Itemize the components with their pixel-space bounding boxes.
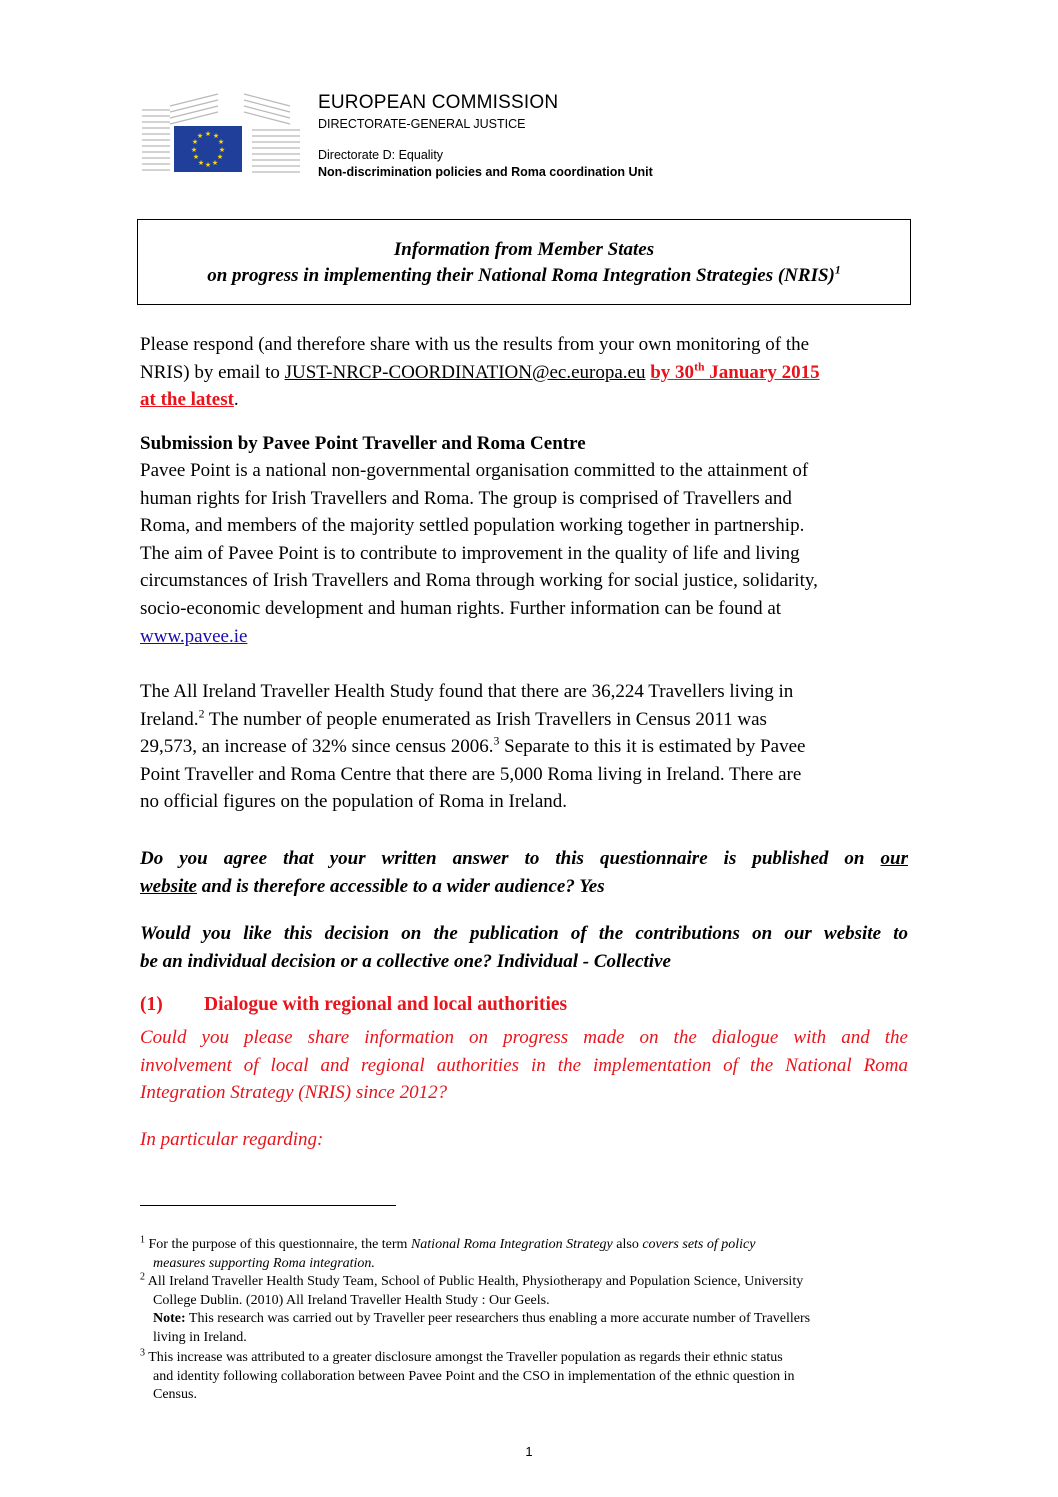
question-line: Could you please share information on progress made on the dialogue with and the [140, 1027, 908, 1048]
footnote-number: 1 [140, 1234, 145, 1246]
section-number: (1) [140, 994, 163, 1015]
footnote-ref-2[interactable]: 2 [198, 707, 205, 721]
pavee-website-link[interactable]: www.pavee.ie [140, 625, 248, 647]
deadline-at-latest: at the latest [140, 389, 234, 411]
footnote-continuation: and identity following collaboration between Pavee Point and the CSO in implementation of the ethnic question in [153, 1368, 795, 1384]
section-1-heading [140, 994, 567, 1016]
svg-text:★: ★ [191, 138, 199, 146]
pavee-line: human rights for Irish Travellers and Roma. The group is comprised of Travellers and [140, 487, 792, 509]
health-line-4: Point Traveller and Roma Centre that there are 5,000 Roma living in Ireland. There are [140, 763, 802, 785]
svg-text:★: ★ [212, 132, 220, 140]
health-line-1: The All Ireland Traveller Health Study found that there are 36,224 Travellers living in [140, 681, 794, 702]
deadline-suffix: th [694, 360, 705, 374]
question-line: Integration Strategy (NRIS) since 2012? [140, 1082, 448, 1104]
health-line-3a: 29,573, an increase of 32% since census 2006. [140, 736, 494, 758]
footnote-text: covers sets of policy [642, 1237, 756, 1252]
footnote-number: 3 [140, 1347, 145, 1359]
footnote-continuation: measures supporting Roma integration. [153, 1255, 375, 1271]
pavee-line: circumstances of Irish Travellers and Roma through working for social justice, solidarity, [140, 570, 818, 592]
would-line-2: be an individual decision or a collective one? Individual - Collective [140, 950, 671, 972]
svg-text:★: ★ [196, 132, 204, 140]
health-study-paragraph [140, 678, 908, 816]
footnote-separator [140, 1205, 396, 1206]
agree-line-1-text: Do you agree that your written answer to this questionnaire is published on [140, 848, 881, 869]
section-1-question [140, 1024, 908, 1107]
title-box [137, 219, 911, 305]
footnote-term: National Roma Integration Strategy [410, 1237, 613, 1252]
in-particular-regarding: In particular regarding: [140, 1129, 324, 1150]
agree-website: website [140, 875, 197, 897]
respond-line-3 [140, 386, 908, 414]
footnote-ref-3[interactable]: 3 [493, 734, 500, 748]
svg-text:★: ★ [190, 146, 198, 154]
health-line-3b: Separate to this it is estimated by Pavee [499, 736, 806, 758]
pavee-line: Pavee Point is a national non-governmental organisation committed to the attainment of [140, 460, 809, 481]
respond-end: . [233, 389, 239, 411]
footnote-number: 2 [140, 1271, 145, 1283]
svg-text:★: ★ [216, 153, 224, 161]
deadline-text [650, 362, 819, 383]
footnote-3 [140, 1349, 908, 1405]
footnote-text: For the purpose of this questionnaire, the term [145, 1237, 411, 1252]
footnote-text: All Ireland Traveller Health Study Team, School of Public Health, Physiotherapy and Population Science, University [145, 1274, 804, 1289]
title-line-2-text: on progress in implementing their National Roma Integration Strategies (NRIS) [207, 265, 835, 286]
health-line-5: no official figures on the population of Roma in Ireland. [140, 791, 568, 813]
footnote-1 [140, 1236, 908, 1273]
footnote-continuation: College Dublin. (2010) All Ireland Traveller Health Study : Our Geels. [153, 1292, 550, 1308]
pavee-line: Roma, and members of the majority settled population working together in partnership. [140, 515, 805, 537]
svg-text:★: ★ [192, 153, 200, 161]
question-line: involvement of local and regional authorities in the implementation of the National Roma [140, 1054, 908, 1076]
agree-line-2-text: and is therefore accessible to a wider audience? Yes [197, 875, 605, 897]
health-line-2b: The number of people enumerated as Irish Travellers in Census 2011 was [204, 708, 767, 730]
title-line-1: Information from Member States [393, 239, 655, 260]
organisation-name: EUROPEAN COMMISSION [318, 92, 559, 113]
respond-line-2-prefix: NRIS) by email to [140, 361, 285, 383]
svg-text:★: ★ [217, 138, 225, 146]
footnote-continuation: Census. [153, 1387, 197, 1403]
svg-text:★: ★ [218, 146, 226, 154]
agree-line-1 [140, 845, 908, 873]
respond-line-2 [140, 359, 908, 387]
svg-text:★: ★ [204, 161, 212, 169]
directorate: Directorate D: Equality [318, 148, 444, 162]
email-link[interactable]: JUST-NRCP-COORDINATION@ec.europa.eu [284, 361, 646, 383]
footnote-text: also [612, 1237, 643, 1252]
respond-line-1: Please respond (and therefore share with us the results from your own monitoring of the [140, 334, 810, 355]
directorate-general: DIRECTORATE-GENERAL JUSTICE [318, 117, 526, 131]
pavee-paragraph [140, 457, 920, 650]
svg-text:★: ★ [197, 159, 205, 167]
decision-type-question [140, 920, 908, 975]
note-label: Note: [153, 1311, 186, 1327]
footnote-text: This increase was attributed to a greater disclosure amongst the Traveller population as regards their ethnic status [145, 1350, 783, 1365]
footnote-continuation: living in Ireland. [153, 1329, 247, 1345]
footnote-note [140, 1310, 908, 1329]
note-text: This research was carried out by Traveller peer researchers thus enabling a more accurate number of Travellers [185, 1311, 811, 1327]
agree-line-2 [140, 873, 908, 901]
page-number: 1 [525, 1444, 533, 1459]
health-line-2 [140, 706, 908, 734]
svg-text:★: ★ [211, 159, 219, 167]
health-line-3 [140, 733, 908, 761]
publication-consent-question [140, 845, 908, 900]
unit-name: Non-discrimination policies and Roma coordination Unit [318, 165, 653, 179]
respond-paragraph [140, 331, 908, 414]
agree-our: our [880, 848, 908, 869]
would-line-1: Would you like this decision on the publication of the contributions on our website to [140, 923, 908, 944]
svg-text:★: ★ [204, 130, 212, 138]
section-title: Dialogue with regional and local authorities [204, 994, 568, 1015]
pavee-line: socio-economic development and human rights. Further information can be found at [140, 597, 782, 619]
footnote-ref-1[interactable]: 1 [834, 263, 841, 277]
deadline-part-a: by 30 [650, 361, 695, 383]
pavee-line: The aim of Pavee Point is to contribute to improvement in the quality of life and living [140, 542, 800, 564]
health-line-2a: Ireland. [140, 708, 199, 730]
title-line-2 [138, 265, 910, 287]
submission-heading: Submission by Pavee Point Traveller and Roma Centre [140, 433, 586, 454]
footnote-2 [140, 1273, 908, 1347]
european-commission-logo [140, 92, 302, 178]
deadline-part-b: January 2015 [704, 361, 820, 383]
